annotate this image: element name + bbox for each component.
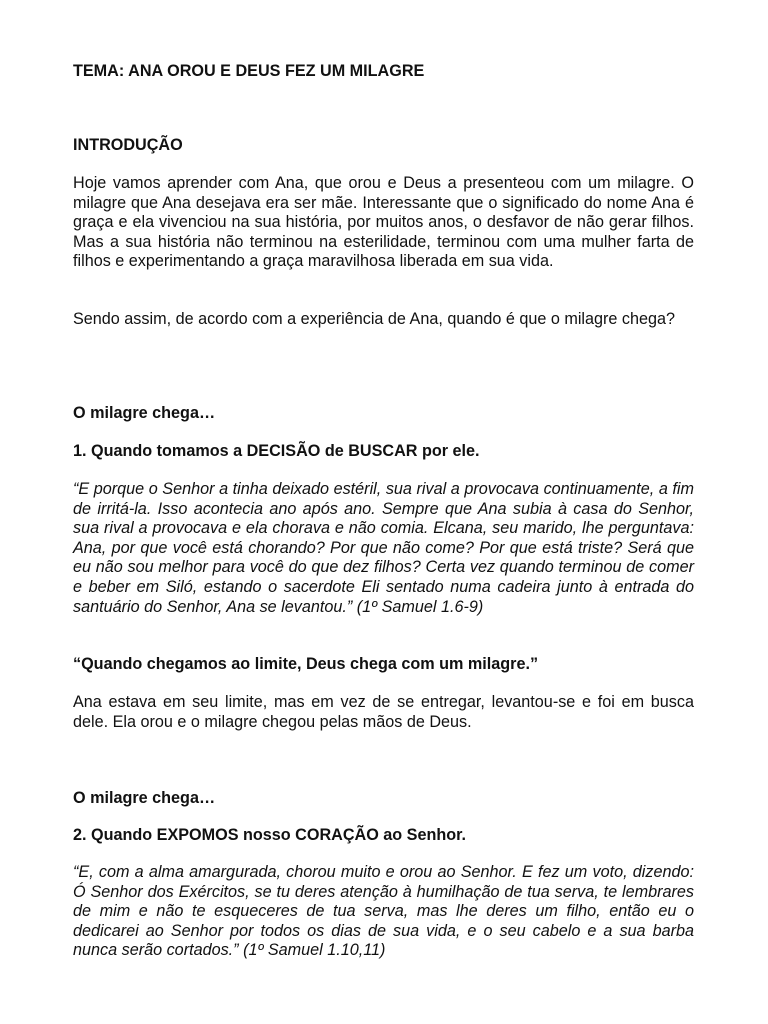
intro-paragraph: Hoje vamos aprender com Ana, que orou e Deus a presenteou com um milagre. O milagre que Ana desejava era ser mãe. Interessante que o significado do nome Ana é graça e ela vivenciou na sua história, por muitos anos, o desfavor de não gerar filhos. Mas a sua história não terminou na esterilidade, terminou com uma mulher farta de filhos e experimentando a graça maravilhosa liberada em sua vida. [73,174,694,271]
section2-lead: O milagre chega… [73,789,216,807]
section2-point: 2. Quando EXPOMOS nosso CORAÇÃO ao Senhor. [73,826,467,844]
section1-lead: O milagre chega… [73,404,216,422]
intro-heading: INTRODUÇÃO [73,136,183,154]
section1-highlight: “Quando chegamos ao limite, Deus chega com um milagre.” [73,655,539,673]
section1-point: 1. Quando tomamos a DECISÃO de BUSCAR por ele. [73,442,480,460]
theme-title: TEMA: ANA OROU E DEUS FEZ UM MILAGRE [73,62,425,80]
section2-quote: “E, com a alma amargurada, chorou muito e orou ao Senhor. E fez um voto, dizendo: Ó Senhor dos Exércitos, se tu deres atenção à humilhação de tua serva, te lembrares de mim e não te esqueceres de tua serva, mas lhe deres um filho, então eu o dedicarei ao Senhor por todos os dias de sua vida, e o seu cabelo e a sua barba nunca serão cortados.” (1º Samuel 1.10,11) [73,863,694,960]
intro-question: Sendo assim, de acordo com a experiência de Ana, quando é que o milagre chega? [73,310,676,328]
section1-comment: Ana estava em seu limite, mas em vez de se entregar, levantou-se e foi em busca dele. Ela orou e o milagre chegou pelas mãos de Deus. [73,693,694,731]
section1-quote: “E porque o Senhor a tinha deixado estéril, sua rival a provocava continuamente, a fim de irritá-la. Isso acontecia ano após ano. Sempre que Ana subia à casa do Senhor, sua rival a provocava e ela chorava e não comia. Elcana, seu marido, lhe perguntava: Ana, por que você está chorando? Por que não come? Por que está triste? Será que eu não sou melhor para você do que dez filhos? Certa vez quando terminou de comer e beber em Siló, estando o sacerdote Eli sentado numa cadeira junto à entrada do santuário do Senhor, Ana se levantou.” (1º Samuel 1.6-9) [73,480,694,616]
